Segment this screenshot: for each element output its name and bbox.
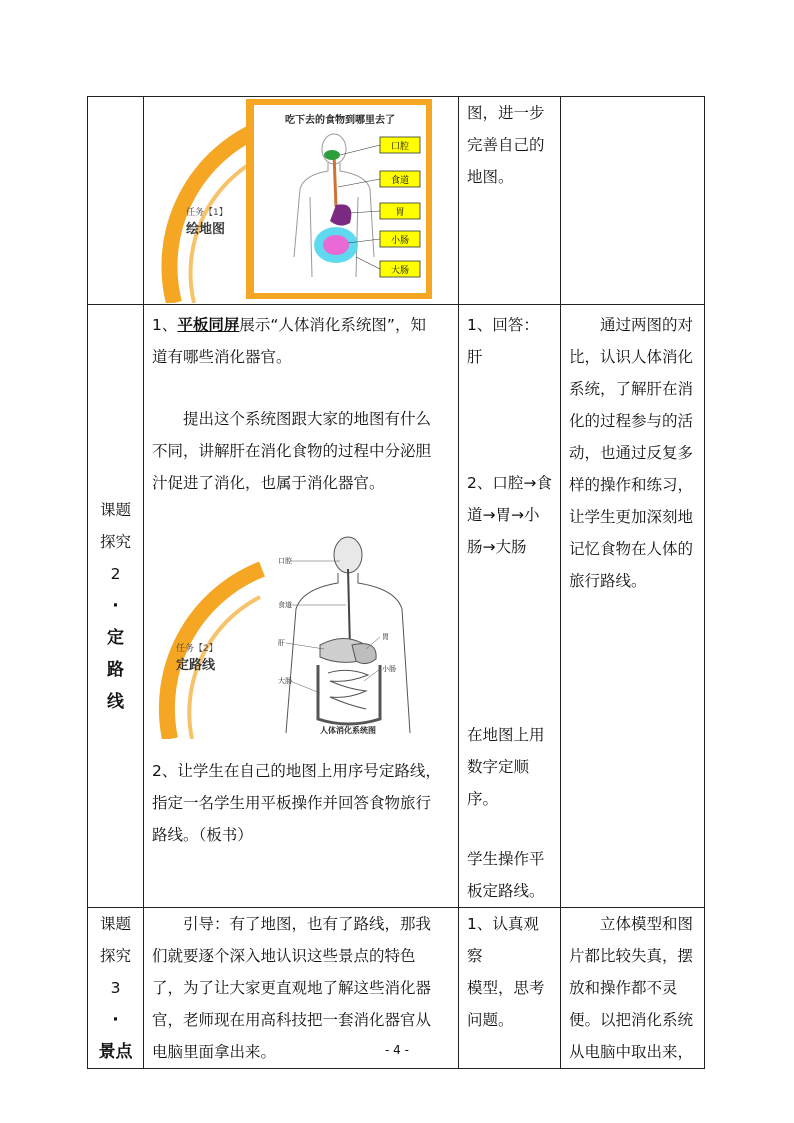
organ-label: 小肠 <box>390 236 410 246</box>
text-line: 完善自己的 <box>467 136 545 154</box>
text-span: 展示“人体消化系统图”，知 <box>239 316 426 334</box>
task-name: 定路线 <box>176 658 216 673</box>
section-label-line: 课题 <box>99 915 131 933</box>
text-line: 样的操作和练习， <box>569 476 694 494</box>
text-line: 1、认真观察 <box>467 915 539 965</box>
section-label-line: · <box>112 596 119 616</box>
section-label-line: 课题 <box>99 501 131 519</box>
text-line: 模型，思考 <box>467 979 545 997</box>
student-activity-cell <box>459 305 561 908</box>
task-label: 任务【2】 <box>176 644 218 654</box>
design-intent-cell <box>561 305 705 908</box>
text-line: 记忆食物在人体的 <box>569 540 694 558</box>
text-line: 2、口腔→食 <box>467 474 552 492</box>
text-line: 动，也通过反复多 <box>569 444 694 462</box>
organ-label: 肝 <box>278 639 285 647</box>
text-line: 序。 <box>467 790 499 808</box>
task2-slide-image <box>152 533 452 739</box>
text-line: 2、让学生在自己的地图上用序号定路线， <box>152 762 441 780</box>
text-line: 路线。（板书） <box>152 826 253 844</box>
text-line: 图，进一步 <box>467 104 545 122</box>
slide-title: 吃下去的食物到哪里去了 <box>285 115 395 126</box>
section-label-line: 探究 <box>99 947 131 965</box>
section-label-line: · <box>112 1010 119 1030</box>
digestive-system-icon <box>286 537 410 733</box>
tablet-mirror-link: 平板同屏 <box>177 316 240 334</box>
section-label-line: 2 <box>110 565 121 583</box>
table-row <box>88 305 705 908</box>
side-cell-empty <box>88 97 144 305</box>
text-line: 不同，讲解肝在消化食物的过程中分泌胆 <box>152 442 432 460</box>
section-label-cell <box>88 305 144 908</box>
text-line: 汁促进了消化，也属于消化器官。 <box>152 474 385 492</box>
text-line: 化的过程参与的活 <box>569 412 694 430</box>
text-line: 指定一名学生用平板操作并回答食物旅行 <box>152 794 432 812</box>
text-line: 通过两图的对 <box>600 316 694 334</box>
text-line: 1、回答：肝 <box>467 316 539 366</box>
text-line: 让学生更加深刻地 <box>569 508 694 526</box>
text-line: 道→胃→小 <box>467 506 540 524</box>
figure-caption: 人体消化系统图 <box>320 726 376 735</box>
slide-cell <box>144 97 459 305</box>
organ-label: 口腔 <box>278 557 292 565</box>
text-line: 旅行路线。 <box>569 572 647 590</box>
organ-label: 小肠 <box>382 665 396 673</box>
lesson-plan-table <box>87 96 705 1069</box>
text-line: 1、平板同屏展示“人体消化系统图”，知 <box>152 316 426 334</box>
task-name: 绘地图 <box>186 222 226 237</box>
organ-label: 口腔 <box>390 142 410 152</box>
text-line: 立体模型和图 <box>600 915 694 933</box>
text-line: 便。以把消化系统 <box>569 1011 694 1029</box>
task1-slide-image <box>144 97 458 303</box>
text-line: 比，认识人体消化 <box>569 348 694 366</box>
text-line: 提出这个系统图跟大家的地图有什么 <box>183 410 432 428</box>
text-line: 电脑里面拿出来。 <box>152 1043 277 1061</box>
text-line: 们就要逐个深入地认识这些景点的特色 <box>152 947 416 965</box>
text-line: 放和操作都不灵 <box>569 979 678 997</box>
design-intent-cell-empty <box>561 97 705 305</box>
esophagus-shape <box>334 153 336 207</box>
table-row <box>88 97 705 305</box>
text-line: 板定路线。 <box>467 882 545 900</box>
small-intestine-shape <box>323 235 349 255</box>
organ-label: 胃 <box>382 633 389 641</box>
text-line: 片都比较失真，摆 <box>569 947 694 965</box>
text-line: 道有哪些消化器官。 <box>152 348 292 366</box>
text-line: 数字定顺 <box>467 758 530 776</box>
organ-labels <box>278 556 396 693</box>
student-activity-cell <box>459 97 561 305</box>
mouth-shape <box>324 150 340 160</box>
page-number: - 4 - <box>385 1043 409 1057</box>
text-line: 引导：有了地图，也有了路线，那我 <box>183 915 432 933</box>
teacher-activity-cell <box>144 305 459 908</box>
task-label: 任务【1】 <box>186 208 228 218</box>
section-label-line: 线 <box>107 692 124 712</box>
text-line: 官，老师现在用高科技把一套消化器官从 <box>152 1011 432 1029</box>
organ-label: 大肠 <box>278 677 292 685</box>
organ-label: 胃 <box>395 208 405 218</box>
text-line: 肠→大肠 <box>467 538 527 556</box>
organ-label: 食道 <box>390 176 410 186</box>
text-line: 在地图上用 <box>467 726 545 744</box>
text-line: 学生操作平 <box>467 850 545 868</box>
text-line: 问题。 <box>467 1011 514 1029</box>
text-line: 了，为了让大家更直观地了解这些消化器 <box>152 979 432 997</box>
section-label-line: 3 <box>110 979 121 997</box>
section-label-line: 景点 <box>98 1042 133 1062</box>
section-label-line: 探究 <box>99 533 131 551</box>
section-label-line: 定 <box>107 628 124 648</box>
organ-label: 大肠 <box>390 266 410 276</box>
text-line: 地图。 <box>467 168 514 186</box>
organ-label: 食道 <box>278 601 292 609</box>
text-line: 系统，了解肝在消 <box>569 380 694 398</box>
text-line: 从电脑中取出来， <box>569 1043 694 1061</box>
section-label-line: 路 <box>107 660 124 680</box>
